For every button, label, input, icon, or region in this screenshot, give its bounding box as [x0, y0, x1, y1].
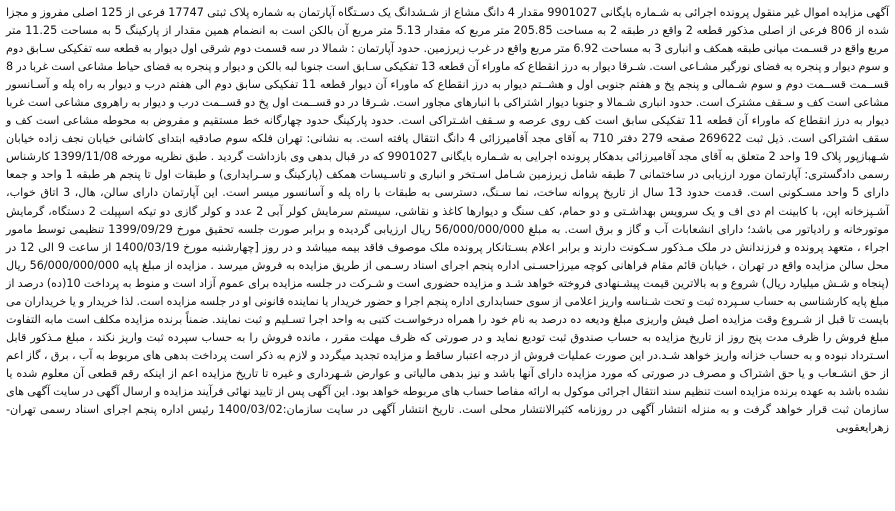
- notice-body-text: آگهی مزایده اموال غیر منقول پرونده اجرائی به شـماره بایگانی 9901027 مقدار 4 دانگ مشاع از شـشدانگ یک دسـتگاه آپارتمان به شماره پلاک ثبتی 17747 فرعی از 125 اصلی مفروز و مجزا شده از 806 فرعی از اصلی مذکور قطعه 2 واقع در طبقه 2 به مساحت 205.85 متر مربع که مقدار 5.13 متر مربع آن بالکن است به انضمام همین مقدار از پارکینگ 5 به مساحت 11.25 متر مربع واقع در قسـمت میانی طبقه همکف و انباری 3 به مساحت 6.92 متر مربع واقع در غرب زیرزمین. حدود آپارتمان : شمالا در سه قسمت دوم شرقی اول دیوار به قطعه سه تفکیکی سـابق دوم و سوم دیوار و پنجره به فضای نورگیر مشـاعی است. شـرقا دیوار به درز انقطاع که ماوراء آن قطعه 13 تفکیکی سـابق است جنوبا لبه بالکن و دیوار و پنجره به فضای حیاط مشاعی است غربا در 8 قســمت قســمت دوم و سوم شـمالی و پنجم پخ و هفتم جنوبی اول و هشــتم دیوار به درز انقطاع که ماوراء آن دیوار قطعه 11 تفکیکی سابق دوم الی هفتم درب و دیوار به راه پله و آسـانسور مشاعی است کف و سـقف مشترک است. حدود انباری شـمالا و جنوبا دیوار اشتراکی با انبارهای مجاور است. شـرقا در دو قســمت اول پخ دو قســمت درب و دیوار به راهروی مشاعی است غربا دیوار به درز انقطاع که ماوراء آن قطعه 11 تفکیکی سابق است کف روی عرصه و سـقف اشـتراکی است. حدود پارکینگ حدود چهارگانه خط مستقیم و مفروض به محوطه مشاعی است کف و سقف اشتراکی است. ذیل ثبت 269622 صفحه 279 دفتر 710 به آقای مجد آقامیرزائی 4 دانگ انتقال یافته است. به نشانی: تهران فلکه سوم صادقیه ابتدای کاشانی خیابان نجف زاده خیابان شـهبازپور پلاک 19 واحد 2 متعلق به آقای مجد آقامیرزائی بدهکار پرونده اجرایی به شـماره بایگانی 9901027 که در قبال بدهی وی بازداشت گردید . طبق نظریه مورخه 1399/11/08 کارشناس رسمی دادگستری: آپارتمان مورد ارزیابی در ساختمانی 7 طبقه شامل زیرزمین شـامل اسـتخر و انباری و تاسـیسات همکف (پارکینگ و سـرایداری) و طبقات اول تا پنجم هر طبقه 1 واحد و جمعا دارای 5 واحد مسـکونی است. قدمت حدود 13 سال از تاریخ پروانه ساخت، نما سـنگ، دسترسی به طبقات با راه پله و آسانسور میسر است. این آپارتمان دارای سالن، هال، 3 اتاق خواب، آشـپزخانه اپن، با کابینت ام دی اف و یک سرویس بهداشـتی و دو حمام، کف سنگ و دیوارها کاغذ و نقاشی، سیستم سرمایش کولر آبی 2 عدد و کولر گازی دو تیکه اسپیلت 2 دستگاه، گرمایش موتورخانه و رادیاتور می باشد؛ دارای انشعابات آب و گاز و برق است. به مبلغ 56/000/000/000 ریال ارزیابی گردیده و برابر صورت جلسه تحقیق مورخ 1399/09/29 تنظیمی توسط مامور اجراء ، متعهد پرونده و فرزندانش در ملک مـذکور سـکونت دارند و برابر اعلام بسـتانکار پرونده ملک موصوف فاقد بیمه میباشد و در روز [چهارشنبه مورخ 1400/03/19 از ساعت 9 الی 12 در محل سالن مزایده واقع در تهران ، خیابان قائم مقام فراهانی کوچه میرزاحسـنی اداره پنجم اجرای اسناد رسـمی از طریق مزایده به فروش میرسد . مزایده از مبلغ پایه 56/000/000/000 ریال (پنجاه و شـش میلیارد ریال) شروع و به بالاترین قیمت پیشـنهادی فروخته خواهد شـد و مزایده حضوری است و شـرکت در جلسه مزایده برای عموم آزاد است و منوط به پرداخت 10(ده) درصد از مبلغ پایه کارشناسی به حساب سـپرده ثبت و تحت شـناسه واریز اعلامی از سوی حسابداری اداره پنجم اجرا و حضور خریدار یا نماینده قانونی او در جلسه مزایده است. لذا خریدار و یا خریداران می بایست تا قبل از شـروع وقت مزایده اصل فیش واریزی مبلغ ودیعه ده درصد به نام خود را همراه درخواسـت کتبی به واحد اجرا تسـلیم و ثبت نمایند. ضمناً برنده مزایده مکلف است مابه التفاوت مبلغ فروش را ظرف مدت پنج روز از تاریخ مزایده به حساب صندوق ثبت تودیع نماید و در صورتی که ظرف مهلت مقرر ، مانده فروش را به حساب سپرده ثبت واریز نکند ، مبلغ مـذکور قابل اسـترداد نبوده و به حساب خزانه واریز خواهد شـد.در این صورت عملیات فروش از درجه اعتبار ساقط و مزایده تجدید میگردد و لازم به ذکر است پرداخت بدهی های مربوط به آب ، برق ، گاز اعم از حق انشـعاب و یا حق اشتراک و مصرف در صورتی که مورد مزایده دارای آنها باشد و نیز بدهی مالیاتی و عوارض شـهرداری و غیره تا تاریخ مزایده اعم از اینکه رقم قطعی آن معلوم شده یا نشده باشد به عهده برنده مزایده است تنظیم سند انتقال اجرائی موکول به ارائه مفاصا حساب های مربوطه خواهد بود. این آگهی پس از تایید نهائی فرآیند مزایده و ارسال آگهی در سایت آگهی های سازمان ثبت قرار خواهد گرفت و به منزله انتشار آگهی در روزنامه کثیرالانتشار محلی است. تاریخ انتشار آگهی در سایت سازمان:1400/03/02 رئیس اداره پنجم اجرای اسناد رسمی تهران- زهرایعقوبی: [6, 6, 890, 435]
- auction-notice: [6, 4, 889, 507]
